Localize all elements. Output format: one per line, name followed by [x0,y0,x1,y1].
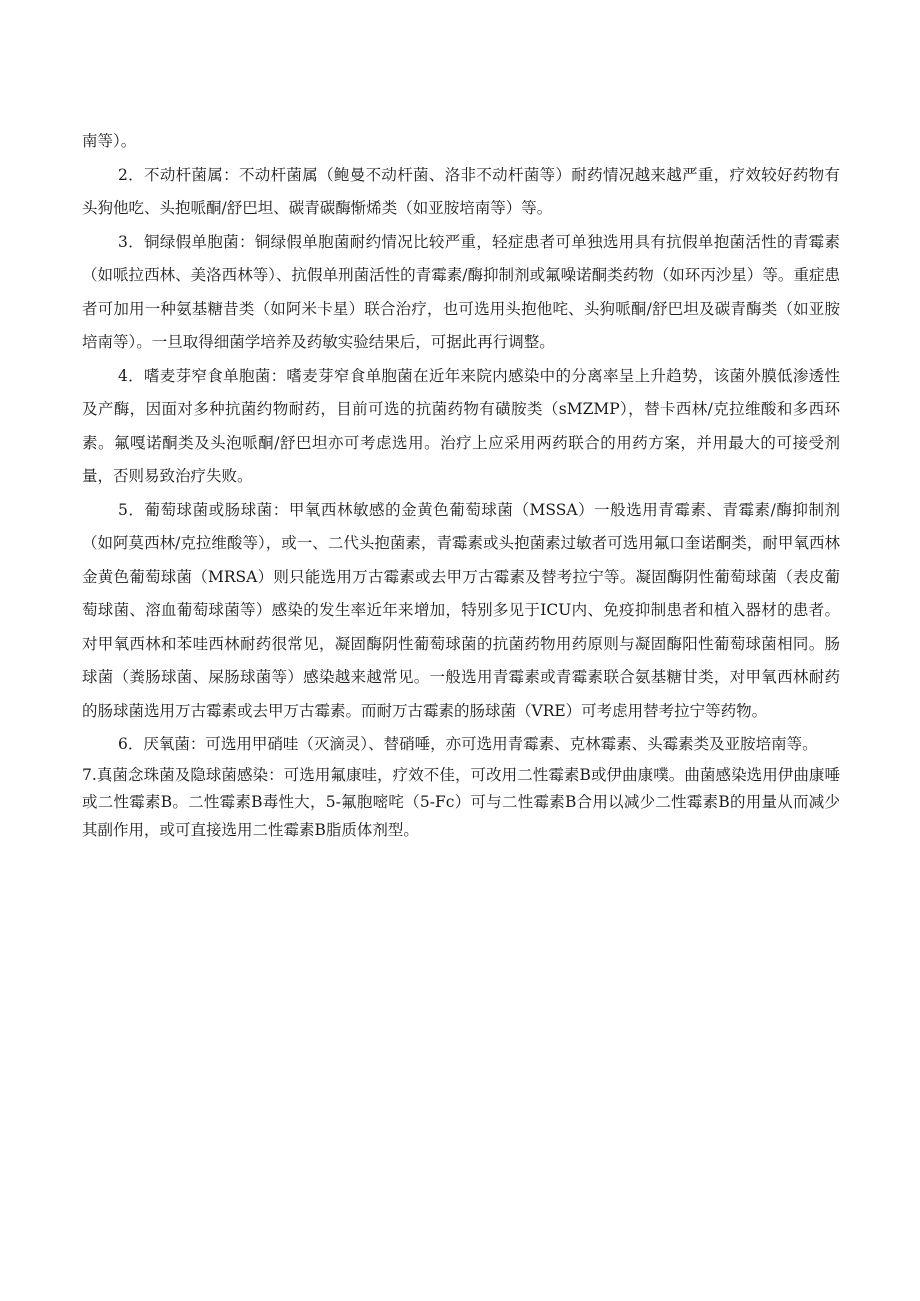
paragraph-continuation: 南等）。 [82,132,137,150]
paragraph-acinetobacter: 2．不动杆菌属：不动杆菌属（鲍曼不动杆菌、洛非不动杆菌等）耐药情况越来越严重，疗效较好药物有头狗他吃、头抱哌酮/舒巴坦、碳青碳酶惭烯类（如亚胺培南等）等。 [82,165,840,217]
paragraph-staphylococcus-enterococcus: 5．葡萄球菌或肠球菌：甲氧西林敏感的金黄色葡萄球菌（MSSA）一般选用青霉素、青霉素/酶抑制剂（如阿莫西林/克拉维酸等），或一、二代头抱菌素，青霉素或头抱菌素过敏者可选用氟口奎诺酮类，耐甲氧西林金黄色葡萄球菌（MRSA）则只能选用万古霉素或去甲万古霉素及替考拉宁等。凝固酶阴性葡萄球菌（表皮葡萄球菌、溶血葡萄球菌等）感染的发生率近年来增加，特别多见于ICU内、免疫抑制患者和植入器材的患者。对甲氧西林和苯哇西林耐药很常见，凝固酶阴性葡萄球菌的抗菌药物用药原则与凝固酶阳性葡萄球菌相同。肠球菌（粪肠球菌、屎肠球菌等）感染越来越常见。一般选用青霉素或青霉素联合氨基糖甘类，对甲氧西林耐药的肠球菌选用万古霉素或去甲万古霉素。而耐万古霉素的肠球菌（VRE）可考虑用替考拉宁等药物。 [82,500,840,720]
paragraph-fungi: 7.真菌念珠菌及隐球菌感染：可选用氟康哇，疗效不佳，可改用二性霉素B或伊曲康噗。曲菌感染选用伊曲康唾或二性霉素B。二性霉素B毒性大，5-氟胞嘧咤（5-Fc）可与二性霉素B合用以减少二性霉素B的用量从而减少其副作用，或可直接选用二性霉素B脂质体剂型。 [82,765,840,839]
paragraph-anaerobes: 6．厌氧菌：可选用甲硝哇（灭滴灵）、替硝唾，亦可选用青霉素、克林霉素、头霉素类及亚胺培南等。 [118,735,818,753]
paragraph-stenotrophomonas: 4．嗜麦芽窄食单胞菌：嗜麦芽窄食单胞菌在近年来院内感染中的分离率呈上升趋势，该菌外膜低渗透性及产酶，因面对多种抗菌约物耐药，目前可选的抗菌药物有磺胺类（sMZMP），替卡西林/克拉维酸和多西环素。氟嘎诺酮类及头泡哌酮/舒巴坦亦可考虑选用。治疗上应采用两药联合的用药方案，并用最大的可接受剂量，否则易致治疗失败。 [82,366,840,485]
paragraph-pseudomonas: 3．铜绿假单胞菌：铜绿假单胞菌耐约情况比较严重，轻症患者可单独选用具有抗假单抱菌活性的青霉素（如哌拉西林、美洛西林等）、抗假单刑菌活性的青霉素/酶抑制剂或氟噪诺酮类药物（如环丙沙星）等。重症患者可加用一种氨基糖昔类（如阿米卡星）联合治疗，也可选用头抱他咤、头狗哌酮/舒巴坦及碳青酶类（如亚胺培南等）。一旦取得细菌学培养及药敏实验结果后，可据此再行调整。 [82,232,840,351]
document-body [82,125,840,844]
